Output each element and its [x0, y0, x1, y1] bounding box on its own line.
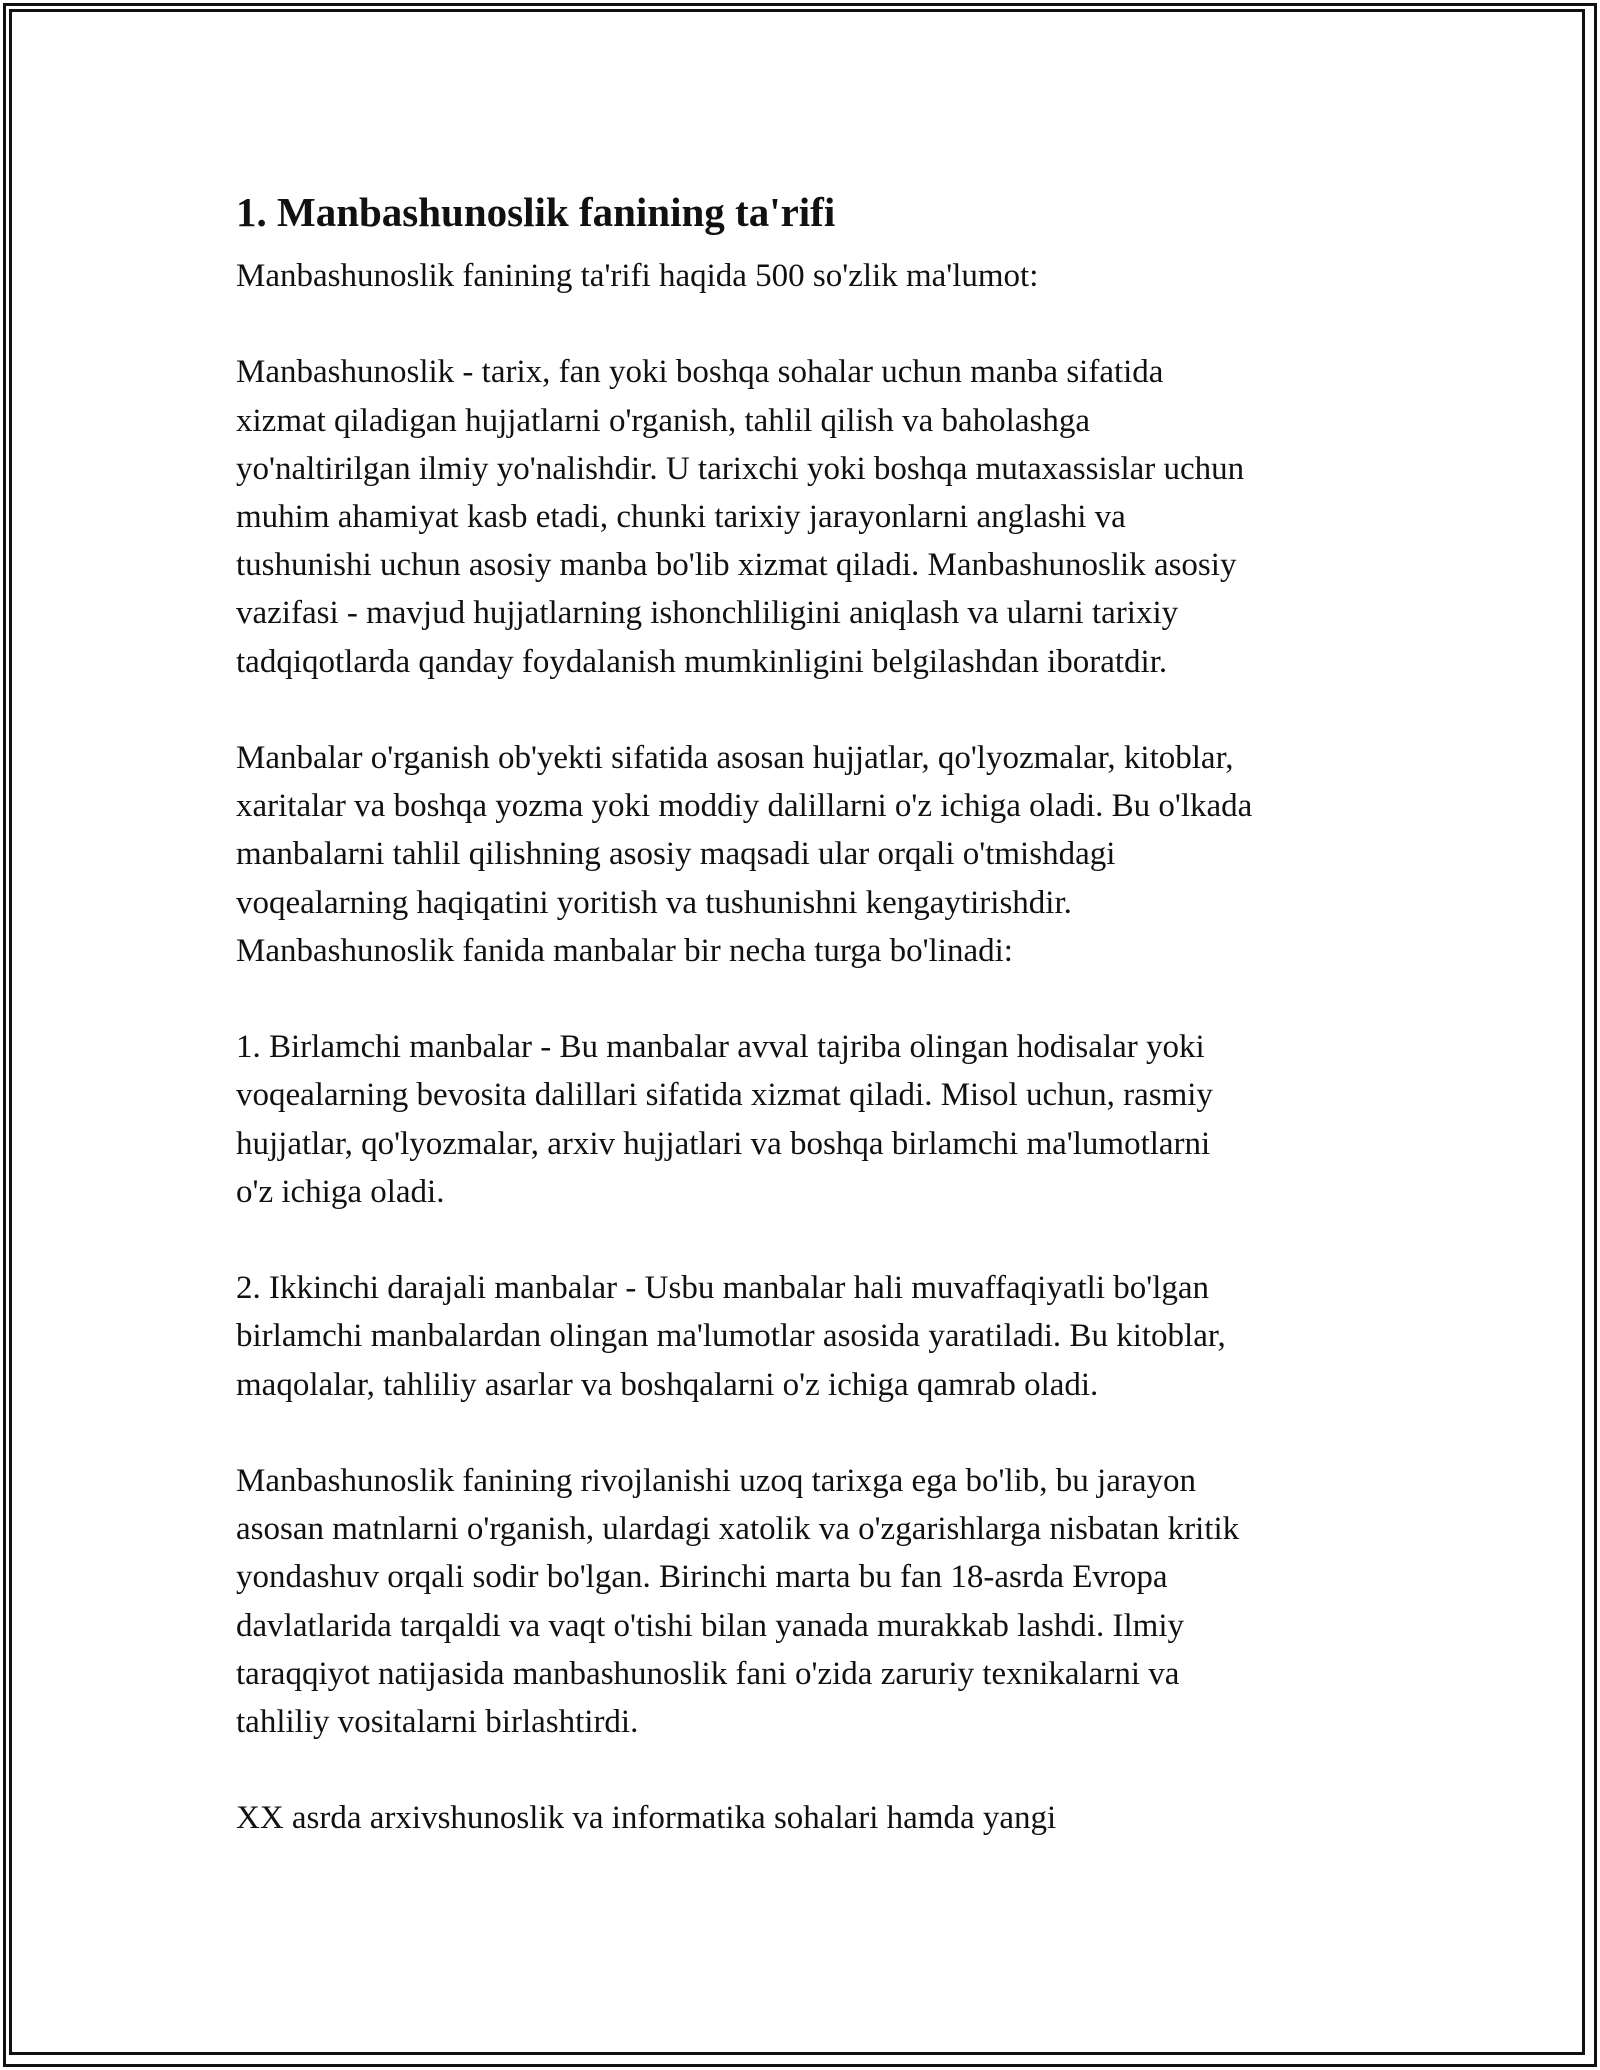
- intro-paragraph: Manbashunoslik fanining ta'rifi haqida 500 so'zlik ma'lumot:: [236, 258, 1039, 294]
- history-paragraph: Manbashunoslik fanining rivojlanishi uzoq tarixga ega bo'lib, bu jarayon asosan matnlarni o'rganish, ulardagi xatolik va o'zgarishlarga nisbatan kritik yondashuv orqali sodir bo'lgan. Birinchi marta bu fan 18-asrda Evropa davlatlarida tarqaldi va vaqt o'tishi bilan yanada murakkab lashdi. Ilmiy taraqqiyot natijasida manbashunoslik fani o'zida zaruriy texnikalarni va tahliliy vositalarni birlashtirdi.: [236, 1463, 1240, 1741]
- document-body: [236, 252, 1376, 1843]
- sources-paragraph: Manbalar o'rganish ob'yekti sifatida asosan hujjatlar, qo'lyozmalar, kitoblar, xaritalar va boshqa yozma yoki moddiy dalillarni o'z ichiga oladi. Bu o'lkada manbalarni tahlil qilishning asosiy maqsadi ular orqali o'tmishdagi voqealarning haqiqatini yoritish va tushunishni kengaytirishdir. Manbashunoslik fanida manbalar bir necha turga bo'linadi:: [236, 740, 1253, 969]
- definition-paragraph: Manbashunoslik - tarix, fan yoki boshqa sohalar uchun manba sifatida xizmat qiladigan hujjatlarni o'rganish, tahlil qilish va baholashga yo'naltirilgan ilmiy yo'nalishdir. U tarixchi yoki boshqa mutaxassislar uchun muhim ahamiyat kasb etadi, chunki tarixiy jarayonlarni anglashi va tushunishi uchun asosiy manba bo'lib xizmat qiladi. Manbashunoslik asosiy vazifasi - mavjud hujjatlarning ishonchliligini aniqlash va ularni tarixiy tadqiqotlarda qanday foydalanish mumkinligini belgilashdan iboratdir.: [236, 354, 1245, 680]
- document-title: 1. Manbashunoslik fanining ta'rifi: [236, 189, 836, 235]
- secondary-sources-item: 2. Ikkinchi darajali manbalar - Usbu manbalar hali muvaffaqiyatli bo'lgan birlamchi manbalardan olingan ma'lumotlar asosida yaratiladi. Bu kitoblar, maqolalar, tahliliy asarlar va boshqalarni o'z ichiga qamrab oladi.: [236, 1270, 1226, 1403]
- closing-paragraph: XX asrda arxivshunoslik va informatika sohalari hamda yangi: [236, 1800, 1057, 1837]
- document-content: [236, 186, 1376, 1891]
- primary-sources-item: 1. Birlamchi manbalar - Bu manbalar avval tajriba olingan hodisalar yoki voqealarning bevosita dalillari sifatida xizmat qiladi. Misol uchun, rasmiy hujjatlar, qo'lyozmalar, arxiv hujjatlari va boshqa birlamchi ma'lumotlarni o'z ichiga oladi.: [236, 1029, 1213, 1210]
